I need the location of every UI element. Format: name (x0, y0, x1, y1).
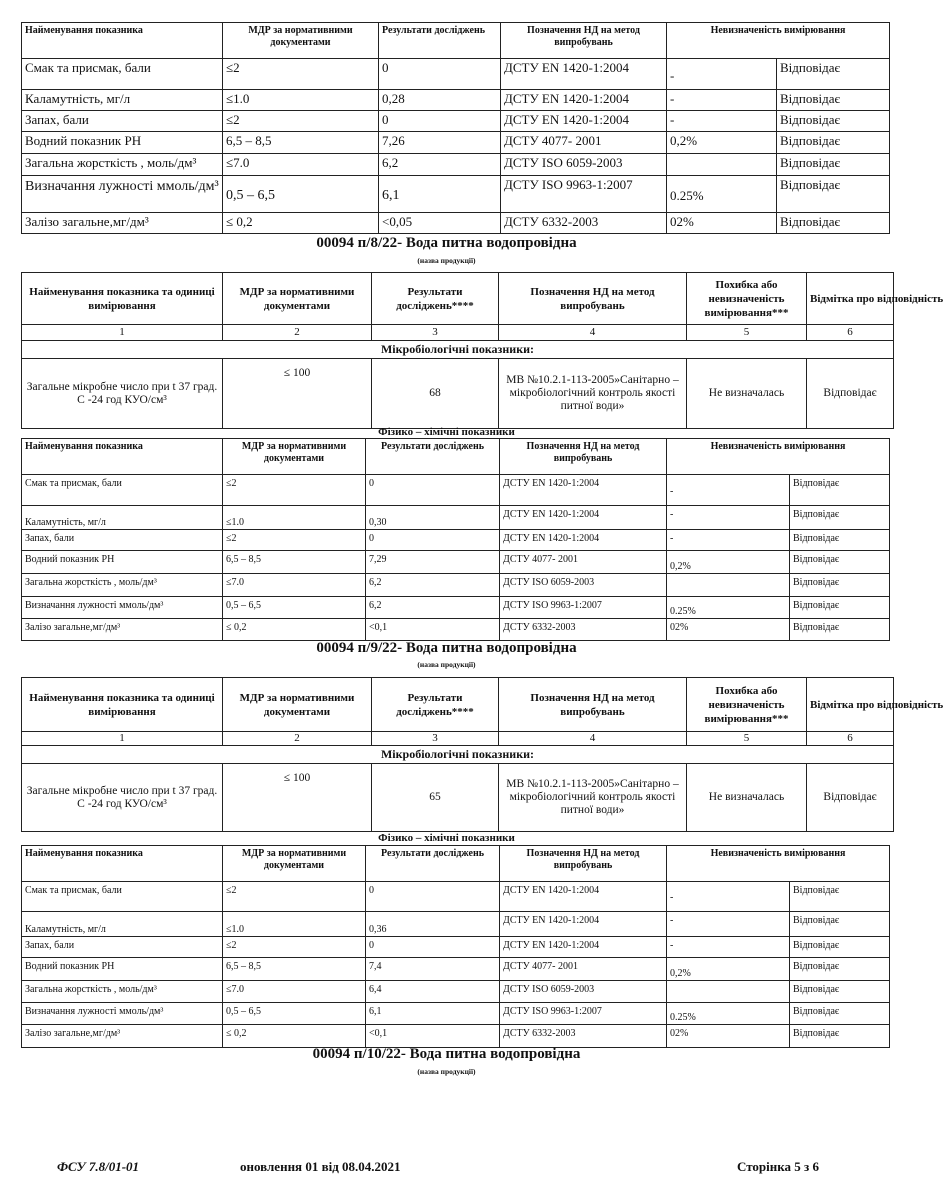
col-number: 3 (372, 732, 499, 746)
row-uncertainty: - (667, 111, 777, 132)
col-uncertainty-header: Невизначеність вимірювання (667, 846, 890, 882)
col-error-header: Похибка або невизначеність вимірювання*** (687, 678, 807, 732)
row-mdr: ≤1.0 (223, 506, 366, 530)
row-nd: ДСТУ 4077- 2001 (501, 132, 667, 154)
row-result: 6,1 (366, 1003, 500, 1025)
col-number: 2 (223, 732, 372, 746)
row-nd: ДСТУ ISO 6059-2003 (501, 154, 667, 176)
micro-nd: МВ №10.2.1-113-2005»Санітарно – мікробіологічний контроль якості питної води» (499, 359, 687, 429)
table-row (22, 475, 890, 506)
row-name: Загальна жорсткість , моль/дм³ (22, 574, 223, 597)
row-uncertainty: - (667, 912, 790, 937)
row-nd: ДСТУ 4077- 2001 (500, 958, 667, 981)
row-nd: ДСТУ ISO 9963-1:2007 (501, 176, 667, 213)
table-row (22, 912, 890, 937)
product-title-10: 00094 п/10/22- Вода питна водопровідна (312, 1046, 581, 1062)
col-number: 4 (499, 325, 687, 341)
table-row (22, 1025, 890, 1048)
row-uncertainty: - (667, 882, 790, 912)
micro-mdr: ≤ 100 (223, 359, 372, 429)
row-uncertainty (667, 154, 777, 176)
row-result: 6,2 (366, 597, 500, 619)
col-results-header: Результати досліджень (366, 846, 500, 882)
row-uncertainty: 0.25% (667, 597, 790, 619)
row-mark: Відповідає (790, 1025, 890, 1048)
row-mark: Відповідає (790, 475, 890, 506)
micro-section-row (22, 746, 894, 764)
phys-header-row (22, 846, 890, 882)
row-result: 7,4 (366, 958, 500, 981)
row-nd: ДСТУ EN 1420-1:2004 (500, 506, 667, 530)
row-uncertainty: - (667, 506, 790, 530)
table-row (22, 1003, 890, 1025)
row-name: Запах, бали (22, 530, 223, 551)
product-caption: (назва продукції) (417, 1067, 476, 1076)
row-nd: ДСТУ ISO 6059-2003 (500, 981, 667, 1003)
row-result: 0 (366, 937, 500, 958)
row-mark: Відповідає (790, 882, 890, 912)
phys-table-2 (21, 438, 890, 641)
micro-section-label: Мікробіологічні показники: (22, 341, 894, 359)
table-row (22, 132, 890, 154)
row-mark: Відповідає (777, 90, 890, 111)
col-uncertainty-header: Невизначеність вимірювання (667, 23, 890, 59)
row-nd: ДСТУ EN 1420-1:2004 (501, 90, 667, 111)
col-number: 2 (223, 325, 372, 341)
row-nd: ДСТУ 6332-2003 (500, 619, 667, 641)
row-nd: ДСТУ EN 1420-1:2004 (500, 937, 667, 958)
row-nd: ДСТУ 6332-2003 (500, 1025, 667, 1048)
row-name: Запах, бали (22, 111, 223, 132)
row-name: Запах, бали (22, 937, 223, 958)
row-mark: Відповідає (790, 1003, 890, 1025)
micro-name: Загальне мікробне число при t 37 град. С -24 год КУО/см³ (22, 359, 223, 429)
table-row (22, 59, 890, 90)
row-mdr: ≤ 0,2 (223, 213, 379, 234)
row-mark: Відповідає (777, 59, 890, 90)
table-row (22, 597, 890, 619)
product-caption: (назва продукції) (417, 660, 476, 669)
row-name: Водний показник РН (22, 551, 223, 574)
row-name: Водний показник РН (22, 958, 223, 981)
row-result: 7,26 (379, 132, 501, 154)
col-number: 6 (807, 325, 894, 341)
col-results-header: Результати досліджень (379, 23, 501, 59)
row-name: Залізо загальне,мг/дм³ (22, 213, 223, 234)
row-name: Визначання лужності ммоль/дм³ (22, 176, 223, 213)
col-number: 3 (372, 325, 499, 341)
row-name: Залізо загальне,мг/дм³ (22, 619, 223, 641)
micro-mark: Відповідає (807, 764, 894, 832)
row-nd: ДСТУ ISO 9963-1:2007 (500, 1003, 667, 1025)
row-mark: Відповідає (790, 506, 890, 530)
row-uncertainty: - (667, 90, 777, 111)
row-nd: ДСТУ 4077- 2001 (500, 551, 667, 574)
page-number: Сторінка 5 з 6 (737, 1159, 820, 1174)
micro-result: 65 (372, 764, 499, 832)
row-nd: ДСТУ EN 1420-1:2004 (500, 912, 667, 937)
table-row (22, 937, 890, 958)
main-header-row (22, 273, 894, 325)
row-nd: ДСТУ EN 1420-1:2004 (500, 475, 667, 506)
column-numbers-row (22, 325, 894, 341)
row-mark: Відповідає (777, 132, 890, 154)
phys-section-label: Фізико – хімічні показники (378, 426, 515, 438)
row-mdr: ≤7.0 (223, 154, 379, 176)
row-result: 0,36 (366, 912, 500, 937)
micro-error: Не визначалась (687, 764, 807, 832)
table-row (22, 530, 890, 551)
col-results-header: Результати досліджень**** (372, 273, 499, 325)
col-nd-header: Позначення НД на метод випробувань (499, 273, 687, 325)
row-uncertainty: - (667, 530, 790, 551)
table-row (22, 90, 890, 111)
row-mdr: ≤1.0 (223, 90, 379, 111)
row-mark: Відповідає (777, 176, 890, 213)
micro-row (22, 359, 894, 429)
row-mdr: 6,5 – 8,5 (223, 958, 366, 981)
col-nd-header: Позначення НД на метод випробувань (499, 678, 687, 732)
table-row (22, 154, 890, 176)
row-mark: Відповідає (790, 937, 890, 958)
phys-table-3 (21, 845, 890, 1048)
row-uncertainty: 0,2% (667, 958, 790, 981)
row-result: <0,05 (379, 213, 501, 234)
row-mdr: ≤7.0 (223, 574, 366, 597)
row-uncertainty: - (667, 937, 790, 958)
row-name: Водний показник РН (22, 132, 223, 154)
row-nd: ДСТУ EN 1420-1:2004 (500, 530, 667, 551)
row-name: Смак та присмак, бали (22, 882, 223, 912)
col-name-header: Найменування показника та одиниці вимірювання (22, 678, 223, 732)
row-mdr: ≤2 (223, 475, 366, 506)
product-title-8: 00094 п/8/22- Вода питна водопровідна (316, 235, 577, 251)
row-uncertainty (667, 574, 790, 597)
table-row (22, 506, 890, 530)
row-result: 6,4 (366, 981, 500, 1003)
col-mdr-header: МДР за нормативними документами (223, 23, 379, 59)
col-name-header: Найменування показника (22, 23, 223, 59)
row-mark: Відповідає (790, 981, 890, 1003)
row-mdr: 6,5 – 8,5 (223, 132, 379, 154)
row-mark: Відповідає (790, 530, 890, 551)
table-row (22, 574, 890, 597)
row-result: <0,1 (366, 1025, 500, 1048)
col-nd-header: Позначення НД на метод випробувань (501, 23, 667, 59)
row-mark: Відповідає (777, 111, 890, 132)
row-name: Каламутність, мг/л (22, 912, 223, 937)
col-number: 1 (22, 325, 223, 341)
table-row (22, 213, 890, 234)
col-nd-header: Позначення НД на метод випробувань (500, 846, 667, 882)
row-result: 0,30 (366, 506, 500, 530)
row-uncertainty (667, 981, 790, 1003)
col-number: 4 (499, 732, 687, 746)
row-name: Загальна жорсткість , моль/дм³ (22, 981, 223, 1003)
table-row (22, 619, 890, 641)
row-mdr: ≤2 (223, 882, 366, 912)
col-uncertainty-header: Невизначеність вимірювання (667, 439, 890, 475)
revision-note: оновлення 01 від 08.04.2021 (240, 1159, 401, 1174)
micro-result: 68 (372, 359, 499, 429)
col-mdr-header: МДР за нормативними документами (223, 273, 372, 325)
row-result: 6,2 (379, 154, 501, 176)
row-result: 0 (366, 882, 500, 912)
row-mark: Відповідає (777, 213, 890, 234)
micro-name: Загальне мікробне число при t 37 град. С -24 год КУО/см³ (22, 764, 223, 832)
row-name: Загальна жорсткість , моль/дм³ (22, 154, 223, 176)
row-uncertainty: - (667, 59, 777, 90)
row-mdr: ≤7.0 (223, 981, 366, 1003)
row-name: Смак та присмак, бали (22, 59, 223, 90)
row-mark: Відповідає (790, 958, 890, 981)
row-result: 7,29 (366, 551, 500, 574)
row-mdr: 0,5 – 6,5 (223, 176, 379, 213)
row-result: 0 (379, 59, 501, 90)
col-results-header: Результати досліджень**** (372, 678, 499, 732)
row-result: <0,1 (366, 619, 500, 641)
table-row (22, 958, 890, 981)
row-name: Визначання лужності ммоль/дм³ (22, 597, 223, 619)
col-number: 5 (687, 732, 807, 746)
table-row (22, 981, 890, 1003)
row-nd: ДСТУ EN 1420-1:2004 (501, 59, 667, 90)
col-name-header: Найменування показника (22, 846, 223, 882)
row-name: Каламутність, мг/л (22, 506, 223, 530)
column-numbers-row (22, 732, 894, 746)
row-name: Смак та присмак, бали (22, 475, 223, 506)
col-mdr-header: МДР за нормативними документами (223, 846, 366, 882)
micro-nd: МВ №10.2.1-113-2005»Санітарно – мікробіологічний контроль якості питної води» (499, 764, 687, 832)
row-nd: ДСТУ EN 1420-1:2004 (501, 111, 667, 132)
col-name-header: Найменування показника (22, 439, 223, 475)
micro-mdr: ≤ 100 (223, 764, 372, 832)
main-table-3 (21, 677, 943, 832)
row-mdr: ≤1.0 (223, 912, 366, 937)
row-mdr: ≤ 0,2 (223, 1025, 366, 1048)
product-title-9: 00094 п/9/22- Вода питна водопровідна (316, 640, 577, 656)
row-result: 0 (366, 530, 500, 551)
micro-row (22, 764, 894, 832)
row-uncertainty: - (667, 475, 790, 506)
table-row (22, 882, 890, 912)
micro-section-row (22, 341, 894, 359)
row-mdr: ≤2 (223, 111, 379, 132)
col-mdr-header: МДР за нормативними документами (223, 678, 372, 732)
phys-section-label: Фізико – хімічні показники (378, 832, 515, 844)
micro-section-label: Мікробіологічні показники: (22, 746, 894, 764)
row-uncertainty: 0.25% (667, 1003, 790, 1025)
row-uncertainty: 02% (667, 619, 790, 641)
micro-mark: Відповідає (807, 359, 894, 429)
row-mark: Відповідає (790, 619, 890, 641)
row-mark: Відповідає (790, 551, 890, 574)
col-mark-header: Відмітка про відповідність (807, 678, 894, 732)
row-result: 0,28 (379, 90, 501, 111)
table-row (22, 111, 890, 132)
row-nd: ДСТУ EN 1420-1:2004 (500, 882, 667, 912)
col-number: 1 (22, 732, 223, 746)
micro-error: Не визначалась (687, 359, 807, 429)
row-uncertainty: 02% (667, 213, 777, 234)
row-mdr: ≤ 0,2 (223, 619, 366, 641)
col-number: 5 (687, 325, 807, 341)
form-code: ФСУ 7.8/01-01 (57, 1159, 140, 1174)
row-mdr: ≤2 (223, 937, 366, 958)
row-name: Визначання лужності ммоль/дм³ (22, 1003, 223, 1025)
row-uncertainty: 0,2% (667, 551, 790, 574)
row-name: Залізо загальне,мг/дм³ (22, 1025, 223, 1048)
phys-table-1 (21, 22, 890, 234)
row-mdr: 0,5 – 6,5 (223, 1003, 366, 1025)
row-mark: Відповідає (790, 574, 890, 597)
phys-header-row (22, 23, 890, 59)
col-error-header: Похибка або невизначеність вимірювання*** (687, 273, 807, 325)
col-mdr-header: МДР за нормативними документами (223, 439, 366, 475)
row-nd: ДСТУ ISO 6059-2003 (500, 574, 667, 597)
row-mdr: ≤2 (223, 59, 379, 90)
row-mark: Відповідає (777, 154, 890, 176)
row-uncertainty: 0,2% (667, 132, 777, 154)
row-result: 6,2 (366, 574, 500, 597)
row-mdr: 0,5 – 6,5 (223, 597, 366, 619)
col-results-header: Результати досліджень (366, 439, 500, 475)
row-result: 0 (379, 111, 501, 132)
col-name-header: Найменування показника та одиниці вимірювання (22, 273, 223, 325)
row-mdr: ≤2 (223, 530, 366, 551)
col-mark-header: Відмітка про відповідність (807, 273, 894, 325)
row-result: 6,1 (379, 176, 501, 213)
row-uncertainty: 02% (667, 1025, 790, 1048)
row-result: 0 (366, 475, 500, 506)
row-nd: ДСТУ ISO 9963-1:2007 (500, 597, 667, 619)
table-row (22, 551, 890, 574)
col-nd-header: Позначення НД на метод випробувань (500, 439, 667, 475)
row-name: Каламутність, мг/л (22, 90, 223, 111)
main-header-row (22, 678, 894, 732)
table-row (22, 176, 890, 213)
row-nd: ДСТУ 6332-2003 (501, 213, 667, 234)
col-number: 6 (807, 732, 894, 746)
row-uncertainty: 0.25% (667, 176, 777, 213)
product-caption: (назва продукції) (417, 256, 476, 265)
main-table-2 (21, 272, 943, 429)
row-mdr: 6,5 – 8,5 (223, 551, 366, 574)
row-mark: Відповідає (790, 912, 890, 937)
row-mark: Відповідає (790, 597, 890, 619)
phys-header-row (22, 439, 890, 475)
